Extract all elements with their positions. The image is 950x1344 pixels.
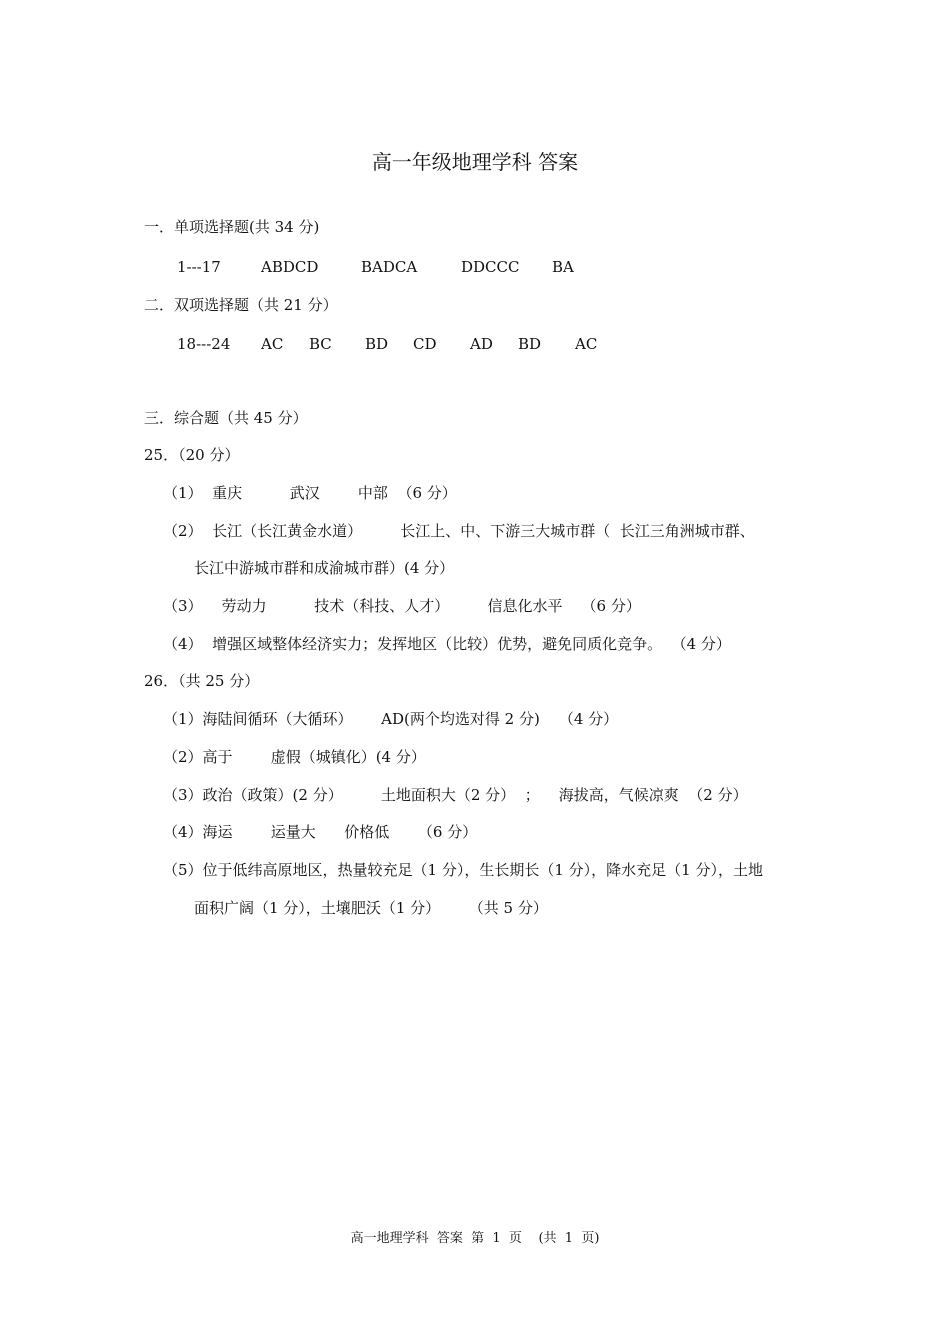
answer-pair: CD bbox=[413, 335, 437, 353]
section2-heading: 二．双项选择题（共 21 分） bbox=[144, 296, 338, 314]
q25-answer-3: （3） 劳动力 技术（科技、人才） 信息化水平 （6 分） bbox=[163, 597, 641, 615]
page-title: 高一年级地理学科 答案 bbox=[371, 150, 579, 174]
q25-answer-2-cont: 长江中游城市群和成渝城市群）(4 分） bbox=[194, 559, 455, 577]
answer-pair: BD bbox=[365, 335, 389, 353]
section3-heading: 三．综合题（共 45 分） bbox=[144, 409, 308, 427]
answer-pair: BD bbox=[518, 335, 542, 353]
q26-answer-2: （2）高于 虚假（城镇化）(4 分） bbox=[163, 748, 426, 766]
page-footer: 高一地理学科 答案 第 1 页 (共 1 页) bbox=[350, 1231, 600, 1246]
q25-heading: 25．（20 分） bbox=[144, 446, 240, 464]
section2-answers bbox=[177, 334, 597, 354]
answer-pair: BC bbox=[309, 335, 332, 353]
section2-range: 18---24 bbox=[177, 335, 231, 353]
q25-answer-4: （4） 增强区域整体经济实力；发挥地区（比较）优势，避免同质化竞争。 （4 分） bbox=[163, 635, 731, 653]
answer-group: ABDCD bbox=[261, 258, 319, 276]
answer-pair: AC bbox=[575, 335, 598, 353]
q26-answer-5-cont: 面积广阔（1 分），土壤肥沃（1 分） （共 5 分） bbox=[194, 899, 548, 917]
section1-range: 1---17 bbox=[177, 258, 221, 276]
answer-group: DDCCC bbox=[461, 258, 520, 276]
answer-group: BADCA bbox=[361, 258, 418, 276]
q26-answer-5: （5）位于低纬高原地区，热量较充足（1 分），生长期长（1 分），降水充足（1 分），土地 bbox=[163, 861, 763, 879]
answer-group: BA bbox=[552, 258, 574, 276]
q25-answer-2: （2） 长江（长江黄金水道） 长江上、中、下游三大城市群（ 长江三角洲城市群、 bbox=[163, 522, 755, 540]
answer-pair: AC bbox=[261, 335, 284, 353]
q26-answer-3: （3）政治（政策）(2 分） 土地面积大（2 分） ； 海拔高，气候凉爽 （2 分） bbox=[163, 786, 748, 804]
q26-heading: 26．（共 25 分） bbox=[144, 672, 260, 690]
q26-answer-1: （1）海陆间循环（大循环） AD(两个均选对得 2 分) （4 分） bbox=[163, 710, 619, 728]
q26-answer-4: （4）海运 运量大 价格低 （6 分） bbox=[163, 823, 478, 841]
q25-answer-1: （1） 重庆 武汉 中部 （6 分） bbox=[163, 484, 457, 502]
answer-pair: AD bbox=[470, 335, 493, 353]
section1-answers bbox=[177, 257, 574, 277]
section1-heading: 一．单项选择题(共 34 分) bbox=[144, 218, 320, 236]
